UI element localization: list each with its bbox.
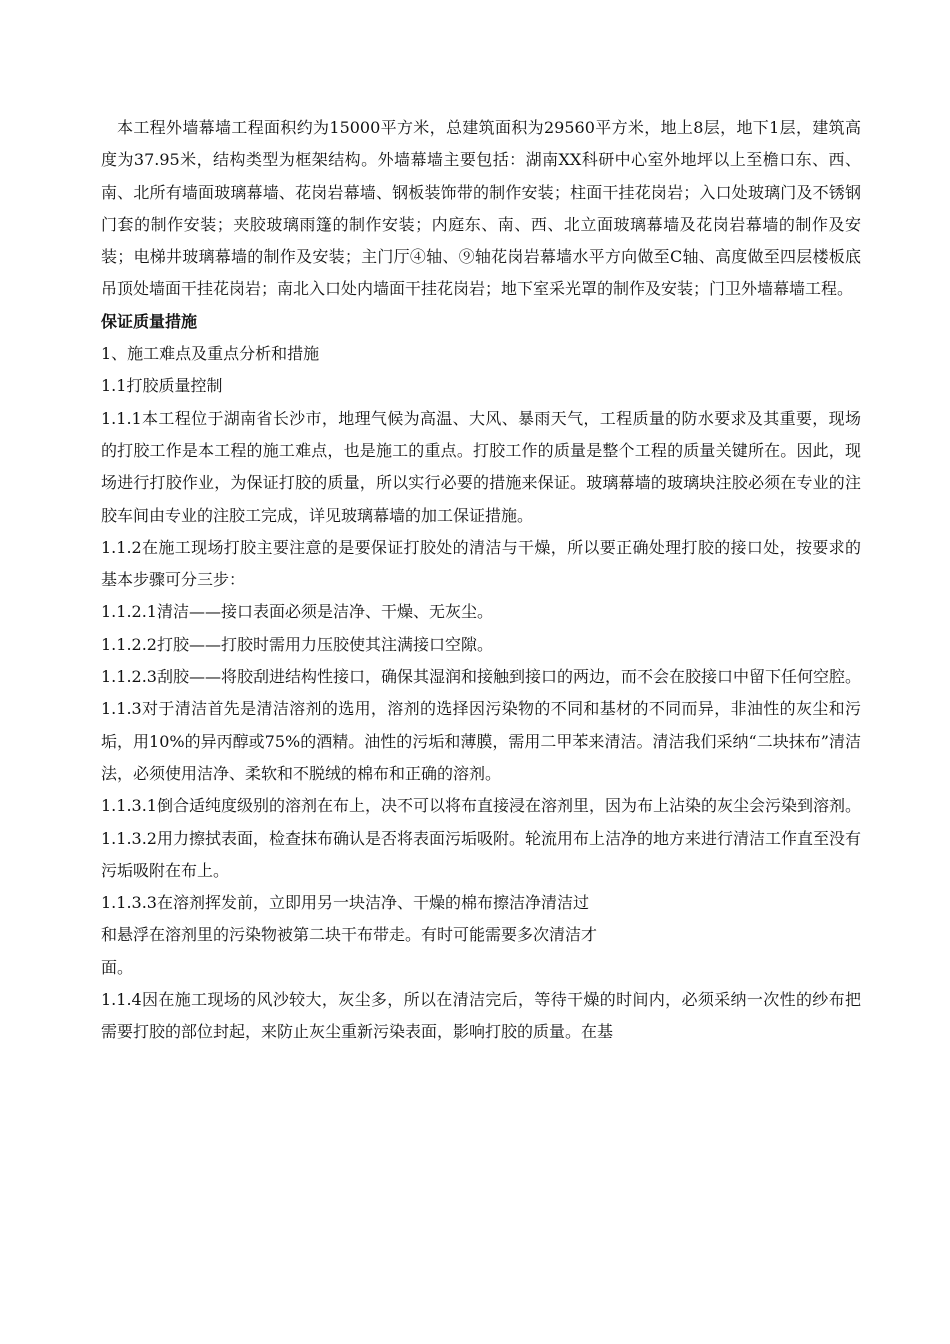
section-1-1-title: 1.1打胶质量控制 — [101, 376, 223, 396]
paragraph-1-1-2-3: 1.1.2.3刮胶——将胶刮进结构性接口，确保其湿润和接触到接口的两边，而不会在胶接口中留下任何空腔。 — [101, 667, 861, 687]
paragraph-1-1-3-3-line-1: 1.1.3.3在溶剂挥发前，立即用另一块洁净、干燥的棉布擦洁净清洁过 — [101, 893, 589, 913]
paragraph-1-1-3-3 — [101, 887, 861, 984]
paragraph-1-1-3-3-line-2: 和悬浮在溶剂里的污染物被第二块干布带走。有时可能需要多次清洁才 — [101, 925, 598, 945]
paragraph-1-1-3: 1.1.3对于清洁首先是清洁溶剂的选用，溶剂的选择因污染物的不同和基材的不同而异，非油性的灰尘和污垢，用10%的异丙醇或75%的酒精。油性的污垢和薄膜，需用二甲苯来清洁。清洁我们采纳“二块抹布”清洁法，必须使用洁净、柔软和不脱绒的棉布和正确的溶剂。 — [101, 699, 861, 783]
paragraph-1-1-2-1: 1.1.2.1清洁——接口表面必须是洁净、干燥、无灰尘。 — [101, 602, 493, 622]
paragraph-1-1-2: 1.1.2在施工现场打胶主要注意的是要保证打胶处的清洁与干燥，所以要正确处理打胶的接口处，按要求的基本步骤可分三步： — [101, 537, 861, 590]
paragraph-1-1-3-2: 1.1.3.2用力擦拭表面，检查抹布确认是否将表面污垢吸附。轮流用布上洁净的地方来进行清洁工作直至没有污垢吸附在布上。 — [101, 828, 861, 880]
document-page — [101, 112, 861, 1049]
paragraph-1-1-3-1: 1.1.3.1倒合适纯度级别的溶剂在布上，决不可以将布直接浸在溶剂里，因为布上沾染的灰尘会污染到溶剂。 — [101, 796, 861, 816]
paragraph-1-1-3-3-line-3: 面。 — [101, 957, 134, 977]
section-1-title: 1、施工难点及重点分析和措施 — [101, 344, 320, 364]
paragraph-1-1-4: 1.1.4因在施工现场的风沙较大，灰尘多，所以在清洁完后，等待干燥的时间内，必须采纳一次性的纱布把需要打胶的部位封起，来防止灰尘重新污染表面，影响打胶的质量。在基 — [101, 990, 861, 1042]
intro-paragraph: 本工程外墙幕墙工程面积约为15000平方米，总建筑面积为29560平方米，地上8层，地下1层，建筑高度为37.95米，结构类型为框架结构。外墙幕墙主要包括：湖南XX科研中心室外地坪以上至檐口东、西、南、北所有墙面玻璃幕墙、花岗岩幕墙、钢板装饰带的制作安装；柱面干挂花岗岩；入口处玻璃门及不锈钢门套的制作安装；夹胶玻璃雨篷的制作安装；内庭东、南、西、北立面玻璃幕墙及花岗岩幕墙的制作及安装；电梯井玻璃幕墙的制作及安装；主门厅④轴、⑨轴花岗岩幕墙水平方向做至C轴、高度做至四层楼板底吊顶处墙面干挂花岗岩；南北入口处内墙面干挂花岗岩；地下室采光罩的制作及安装；门卫外墙幕墙工程。 — [101, 118, 861, 299]
paragraph-1-1-2-2: 1.1.2.2打胶——打胶时需用力压胶使其注满接口空隙。 — [101, 634, 493, 654]
paragraph-1-1-1: 1.1.1本工程位于湖南省长沙市，地理气候为高温、大风、暴雨天气，工程质量的防水要求及其重要，现场的打胶工作是本工程的施工难点，也是施工的重点。打胶工作的质量是整个工程的质量关键所在。因此，现场进行打胶作业，为保证打胶的质量，所以实行必要的措施来保证。玻璃幕墙的玻璃块注胶必须在专业的注胶车间由专业的注胶工完成，详见玻璃幕墙的加工保证措施。 — [101, 408, 861, 525]
section-heading: 保证质量措施 — [101, 311, 198, 331]
